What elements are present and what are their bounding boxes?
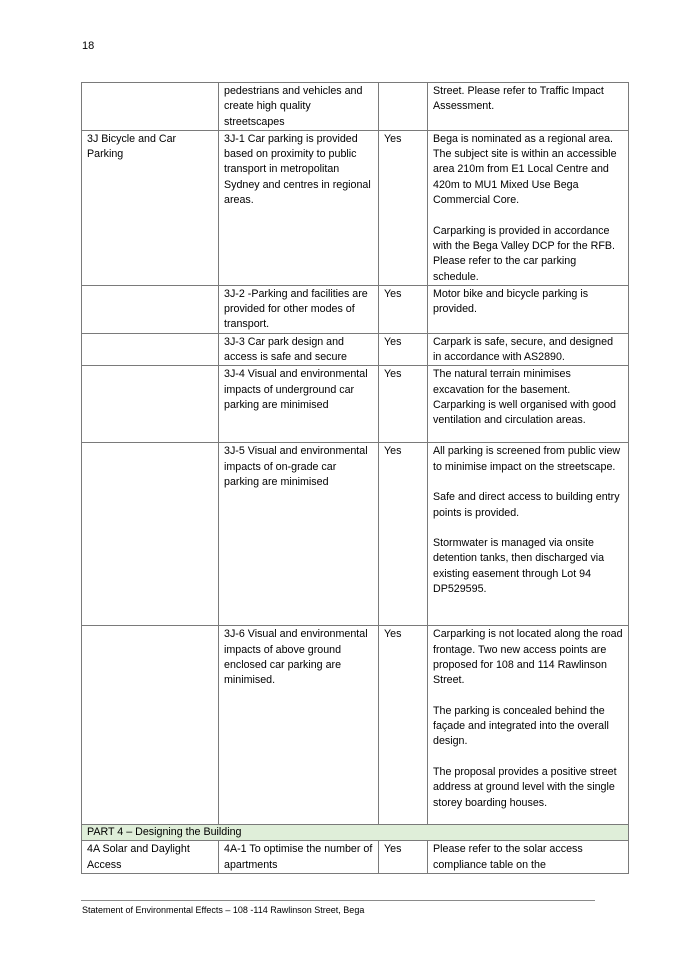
compliance-cell: Yes: [379, 366, 428, 443]
comment-paragraph: Carparking is provided in accordance with the Bega Valley DCP for the RFB. Please refer to the car parking schedule.: [433, 224, 615, 283]
compliance-cell: Yes: [379, 130, 428, 285]
objective-cell: 3J-4 Visual and environmental impacts of underground car parking are minimised: [219, 366, 379, 443]
comment-paragraph: Carparking is not located along the road frontage. Two new access points are proposed for 108 and 114 Rawlinson Street.: [433, 628, 623, 687]
comments-cell: [428, 841, 629, 874]
section-cell: [82, 443, 219, 626]
comment-paragraph: The parking is concealed behind the façade and integrated into the overall design.: [433, 704, 609, 748]
objective-cell: 3J-1 Car parking is provided based on proximity to public transport in metropolitan Sydney and centres in regional areas.: [219, 130, 379, 285]
section-cell: 4A Solar and Daylight Access: [82, 841, 219, 874]
compliance-cell: Yes: [379, 841, 428, 874]
page-number: 18: [82, 40, 95, 52]
comments-cell: [428, 130, 629, 285]
table-row: [82, 841, 629, 874]
compliance-table: [81, 82, 629, 874]
comment-paragraph: Please refer to the solar access compliance table on the: [433, 843, 583, 871]
table-row: [82, 366, 629, 443]
table-row: [82, 130, 629, 285]
table-row: [82, 626, 629, 825]
comments-cell: [428, 83, 629, 131]
section-cell: [82, 285, 219, 333]
table-row: [82, 443, 629, 626]
objective-cell: 4A-1 To optimise the number of apartments: [219, 841, 379, 874]
comments-cell: [428, 626, 629, 825]
comment-paragraph: The natural terrain minimises excavation for the basement. Carparking is well organised with good ventilation and circulation areas.: [433, 368, 616, 427]
part-heading-row: [82, 825, 629, 841]
comment-paragraph: Safe and direct access to building entry points is provided.: [433, 491, 620, 519]
footer-divider: [81, 900, 595, 901]
compliance-cell: [379, 83, 428, 131]
comments-cell: [428, 333, 629, 366]
objective-cell: pedestrians and vehicles and create high quality streetscapes: [219, 83, 379, 131]
section-cell: [82, 83, 219, 131]
comment-paragraph: Motor bike and bicycle parking is provided.: [433, 287, 589, 316]
comments-cell: [428, 285, 629, 333]
comment-paragraph: Stormwater is managed via onsite detention tanks, then discharged via existing easement through Lot 94 DP529595.: [433, 537, 605, 596]
comment-paragraph: Bega is nominated as a regional area. The subject site is within an accessible area 210m from E1 Local Centre and 420m to MU1 Mixed Use Bega Commercial Core.: [433, 132, 617, 207]
section-cell: 3J Bicycle and Car Parking: [82, 130, 219, 285]
table-row: [82, 333, 629, 366]
comment-paragraph: The proposal provides a positive street address at ground level with the single storey boarding houses.: [433, 766, 617, 809]
objective-cell: 3J-6 Visual and environmental impacts of above ground enclosed car parking are minimised.: [219, 626, 379, 825]
comment-paragraph: Carpark is safe, secure, and designed in accordance with AS2890.: [433, 335, 614, 364]
comments-cell: [428, 443, 629, 626]
table-row: [82, 83, 629, 131]
table-row: [82, 285, 629, 333]
comment-paragraph: All parking is screened from public view to minimise impact on the streetscape.: [433, 445, 621, 473]
compliance-cell: Yes: [379, 333, 428, 366]
comments-cell: [428, 366, 629, 443]
objective-cell: 3J-2 -Parking and facilities are provided for other modes of transport.: [219, 285, 379, 333]
section-cell: [82, 366, 219, 443]
objective-cell: 3J-3 Car park design and access is safe and secure: [219, 333, 379, 366]
compliance-cell: Yes: [379, 443, 428, 626]
compliance-cell: Yes: [379, 285, 428, 333]
section-cell: [82, 626, 219, 825]
compliance-cell: Yes: [379, 626, 428, 825]
section-cell: [82, 333, 219, 366]
document-footer: Statement of Environmental Effects – 108 -114 Rawlinson Street, Bega: [82, 905, 365, 915]
part-heading: PART 4 – Designing the Building: [82, 825, 629, 841]
comment-paragraph: Street. Please refer to Traffic Impact Assessment.: [433, 85, 604, 113]
objective-cell: 3J-5 Visual and environmental impacts of on-grade car parking are minimised: [219, 443, 379, 626]
